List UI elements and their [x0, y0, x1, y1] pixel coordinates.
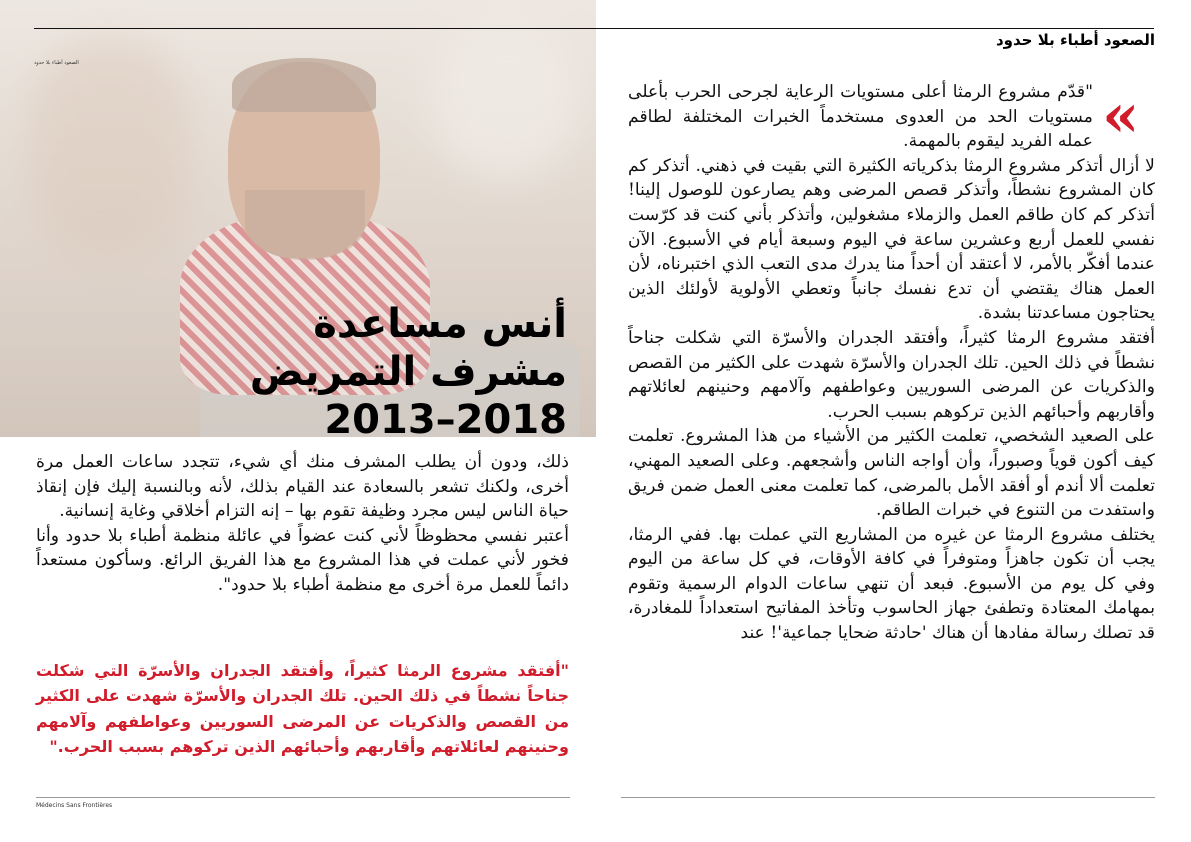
profile-role: مشرف التمريض — [249, 349, 567, 395]
article-right-column — [628, 80, 1155, 646]
profile-years: 2013–2018 — [324, 397, 567, 443]
paragraph: على الصعيد الشخصي، تعلمت الكثير من الأشياء من هذا المشروع. تعلمت كيف أكون قوياً وصبوراً، وأن أواجه الناس وأشجعهم. وعلى الصعيد المهني، تعلمت ألا أندم أو أفقد الأمل بالمرضى، كما تعلمت معنى العمل ضمن فريق واستفدت من التنوع في خبرات الطاقم. — [628, 426, 1155, 521]
paragraph: لا أزال أتذكر مشروع الرمثا بذكرياته الكثيرة التي بقيت في ذهني. أتذكر كم كان المشروع نشطاً، وأتذكر قصص المرضى وهم يصارعون للوصول إلينا! أتذكر كم كان طاقم العمل والزملاء مشغولين، وأتذكر بأني كنت قد كرّست نفسي للعمل أربع وعشرين ساعة في اليوم وسبعة أيام في الأسبوع. الآن عندما أفكّر بالأمر، لا أعتقد أن أحداً منا يدرك مدى التعب الذي اختبرناه، لأن العمل هناك يقتضي أن تدع نفسك جانباً وتعطي الأولوية لأولئك الذين يحتاجون مساعدتنا بشدة. — [628, 155, 1155, 324]
pull-quote: "أفتقد مشروع الرمثا كثيراً، وأفتقد الجدران والأسرّة التي شكلت جناحاً نشطاً في ذلك الحين. تلك الجدران والأسرّة شهدت على الكثير من القصص والذكريات عن المرضى السوريين وعواطفهم وآلامهم وحنينهم لعائلاتهم وأقاربهم وأحبائهم الذين تركوهم بسبب الحرب." — [36, 661, 569, 756]
paragraph: يختلف مشروع الرمثا عن غيره من المشاريع التي عملت بها. ففي الرمثا، يجب أن تكون جاهزاً ومتوفراً في كافة الأوقات، في كل ساعة من اليوم وفي كل يوم من الأسبوع. فبعد أن تنهي ساعات الدوام الرسمية وتقوم بمهامك المعتادة وتطفئ جهاز الحاسوب وتأخذ المفاتيح استعداداً للمغادرة، قد تصلك رسالة مفادها أن هناك 'حادثة ضحايا جماعية'! عند — [628, 524, 1155, 644]
footer-rule-left — [36, 797, 570, 798]
paragraph: أعتبر نفسي محظوظاً لأني كنت عضواً في عائلة منظمة أطباء بلا حدود وأنا فخور لأني عملت في هذا المشروع مع هذا الفريق الرائع. وسأكون مستعداً دائماً للعمل مرة أخرى مع منظمة أطباء بلا حدود". — [36, 525, 569, 595]
paragraph: ذلك، ودون أن يطلب المشرف منك أي شيء، تتجدد ساعات العمل مرة أخرى، ولكنك تشعر بالسعادة عند القيام بذلك، لأنه وبالنسبة إليك فإن إنقاذ حياة الناس ليس مجرد وظيفة تقوم بها – إنه التزام أخلاقي وغاية إنسانية. — [36, 452, 569, 522]
profile-title — [27, 300, 567, 444]
photo-credit: الصعود أطباء بلا حدود — [34, 60, 79, 66]
footer-rule-right — [621, 797, 1155, 798]
profile-name: أنس مساعدة — [313, 301, 567, 347]
header-rule — [34, 28, 1154, 29]
article-left-column — [36, 450, 569, 598]
footer-organization: Médecins Sans Frontières — [36, 802, 113, 809]
quote-mark-icon: « — [1102, 81, 1140, 151]
paragraph: أفتقد مشروع الرمثا كثيراً، وأفتقد الجدران والأسرّة التي شكلت جناحاً نشطاً في ذلك الحين. تلك الجدران والأسرّة شهدت على الكثير من القصص والذكريات عن المرضى السوريين وعواطفهم وآلامهم وحنينهم لعائلاتهم وأقاربهم وأحبائهم الذين تركوهم بسبب الحرب. — [628, 327, 1155, 422]
paragraph: "قدّم مشروع الرمثا أعلى مستويات الرعاية لجرحى الحرب بأعلى مستويات الحد من العدوى مستخدماً الخبرات المختلفة لطاقم عمله الفريد ليقوم بالمهمة. — [628, 82, 1093, 152]
magazine-title: الصعود أطباء بلا حدود — [995, 31, 1155, 49]
